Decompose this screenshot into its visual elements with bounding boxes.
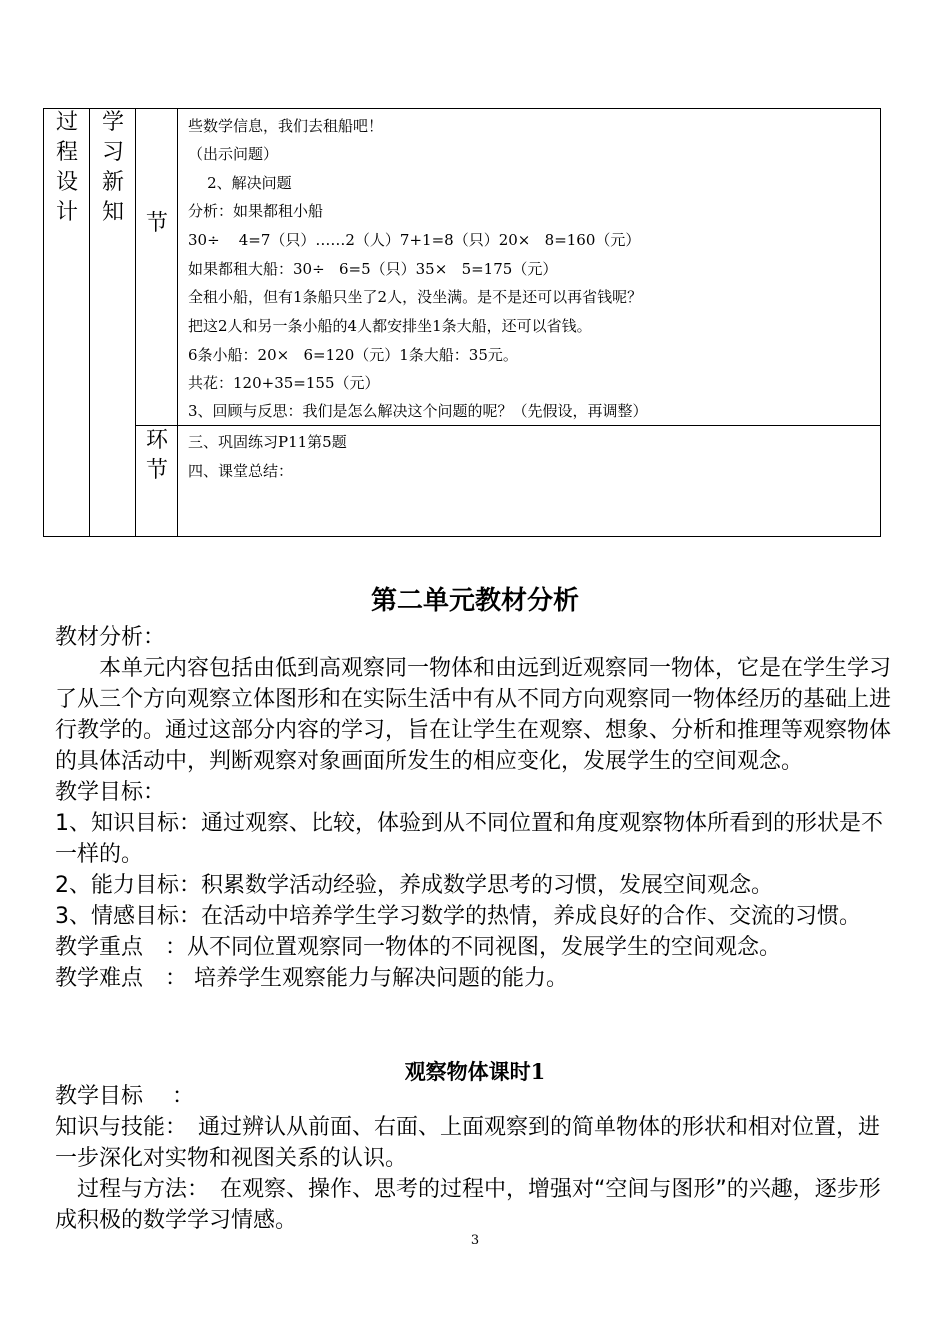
knowledge-skills: 知识与技能： 通过辨认从前面、右面、上面观察到的简单物体的形状和相对位置，进一步深化对实物和视图关系的认识。 (55, 1115, 881, 1171)
table-line: 把这2人和另一条小船的4人都安排坐1条大船，还可以省钱。 (188, 317, 592, 335)
table-line: 共花：120+35=155（元） (188, 374, 380, 392)
table-col-divider-1 (89, 108, 90, 537)
column-learn-new: 学习新知 (101, 110, 124, 225)
table-line: 四、课堂总结： (188, 462, 294, 480)
table-top-border (43, 108, 881, 109)
table-line: 三、巩固练习P11第5题 (188, 433, 347, 451)
table-line: 全租小船，但有1条船只坐了2人，没坐满。是不是还可以再省钱呢？ (188, 288, 643, 306)
table-right-border (880, 108, 881, 537)
table-col-divider-2 (135, 108, 136, 537)
table-line: （出示问题） (188, 145, 279, 163)
lesson-title: 观察物体课时1 (404, 1059, 546, 1084)
goal-knowledge: 1、知识目标：通过观察、比较，体验到从不同位置和角度观察物体所看到的形状是不一样的。 (55, 811, 883, 867)
table-col-divider-3 (177, 108, 178, 537)
table-bottom-border (43, 536, 881, 537)
page-number: 3 (470, 1233, 480, 1248)
analysis-paragraph: 本单元内容包括由低到高观察同一物体和由远到近观察同一物体，它是在学生学习了从三个方向观察立体图形和在实际生活中有从不同方向观察同一物体经历的基础上进行教学的。通过这部分内容的学习，旨在让学生在观察、想象、分析和推理等观察物体的具体活动中，判断观察对象画面所发生的相应变化，发展学生的空间观念。 (55, 656, 892, 774)
difficulty-point: 教学难点 ： 培养学生观察能力与解决问题的能力。 (55, 966, 568, 991)
column-stage: 环节 (145, 428, 168, 483)
table-line: 如果都租大船：30÷ 6=5（只）35× 5=175（元） (188, 260, 558, 278)
table-line: 分析：如果都租小船 (188, 202, 324, 220)
table-line: 2、解决问题 (188, 174, 292, 192)
table-line: 些数学信息，我们去租船吧！ (188, 117, 384, 135)
table-line: 3、回顾与反思：我们是怎么解决这个问题的呢？（先假设，再调整） (188, 402, 648, 420)
column-process-design: 过程设计 (55, 110, 78, 225)
analysis-label: 教材分析： (55, 625, 166, 650)
unit-analysis-title: 第二单元教材分析 (370, 586, 579, 616)
goal-emotion: 3、情感目标：在活动中培养学生学习数学的热情，养成良好的合作、交流的习惯。 (55, 904, 861, 929)
goals-label: 教学目标： (55, 780, 166, 805)
unit-analysis-body (55, 622, 900, 994)
table-line: 6条小船：20× 6=120（元）1条大船：35元。 (188, 346, 518, 364)
column-section: 节 (145, 211, 168, 236)
key-point: 教学重点 ：从不同位置观察同一物体的不同视图，发展学生的空间观念。 (55, 935, 782, 960)
table-line: 30÷ 4=7（只）……2（人）7+1=8（只）20× 8=160（元） (188, 231, 641, 249)
lesson-body (55, 1081, 900, 1236)
table-inner-divider (135, 425, 881, 426)
process-method: 过程与方法： 在观察、操作、思考的过程中，增强对“空间与图形”的兴趣，逐步形成积极的数学学习情感。 (55, 1177, 881, 1233)
goal-ability: 2、能力目标：积累数学活动经验，养成数学思考的习惯，发展空间观念。 (55, 873, 773, 898)
lesson-goals-label: 教学目标 ： (55, 1084, 194, 1109)
table-left-border (43, 108, 44, 537)
